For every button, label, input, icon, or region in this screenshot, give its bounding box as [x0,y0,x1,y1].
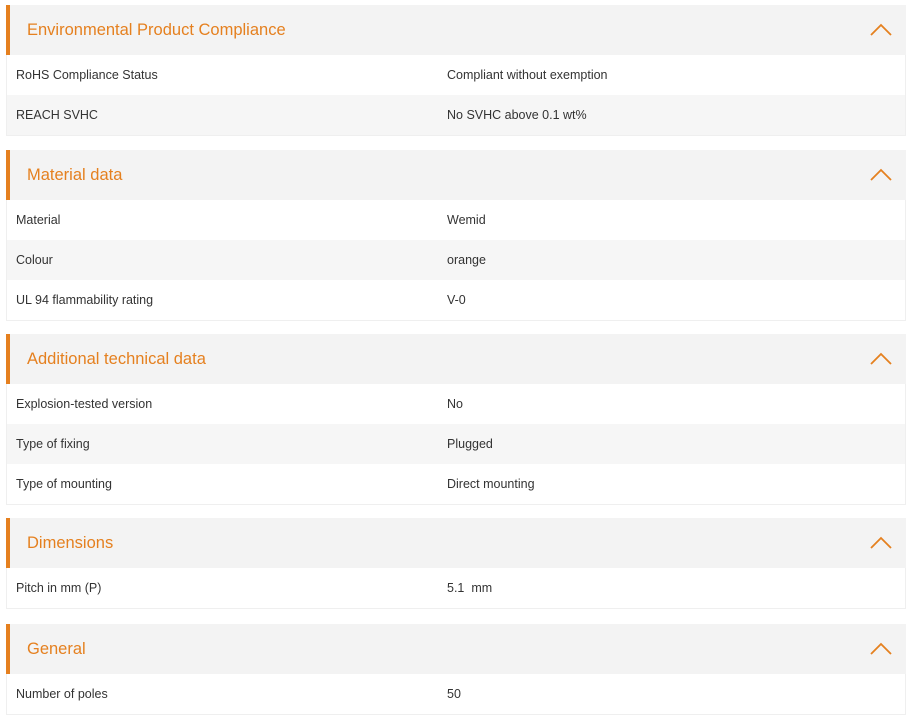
table-row [7,200,905,240]
chevron-up-icon[interactable] [869,639,893,659]
section-material-data [6,150,906,321]
row-label: Material [16,213,61,227]
table-row [7,384,905,424]
section-title: General [27,640,86,658]
row-value: 50 [447,687,461,701]
row-value: orange [447,253,486,267]
section-additional-technical-data [6,334,906,505]
section-header[interactable] [6,624,906,674]
row-label: UL 94 flammability rating [16,293,154,307]
chevron-up-icon[interactable] [869,533,893,553]
section-environmental-compliance [6,5,906,136]
section-rows [6,568,906,609]
table-row [7,95,905,135]
row-value: Compliant without exemption [447,68,608,82]
row-value: No [447,397,463,411]
section-header[interactable] [6,5,906,55]
section-title: Environmental Product Compliance [27,21,286,39]
row-value: Direct mounting [447,477,535,491]
section-rows [6,200,906,321]
section-dimensions [6,518,906,609]
row-value: 5.1 mm [447,581,493,595]
row-label: RoHS Compliance Status [16,68,158,82]
row-value: Plugged [447,437,493,451]
section-rows [6,55,906,136]
table-row [7,240,905,280]
table-row [7,424,905,464]
section-header[interactable] [6,334,906,384]
row-label: Type of fixing [16,437,90,451]
row-label: Pitch in mm (P) [16,581,102,595]
table-row [7,464,905,504]
row-label: Colour [16,253,53,267]
section-title: Dimensions [27,534,114,552]
chevron-up-icon[interactable] [869,349,893,369]
section-header[interactable] [6,150,906,200]
table-row [7,568,905,608]
section-title: Additional technical data [27,350,206,368]
row-value: V-0 [447,293,466,307]
row-value: No SVHC above 0.1 wt% [447,108,587,122]
row-label: Explosion-tested version [16,397,153,411]
table-row [7,280,905,320]
row-label: Type of mounting [16,477,112,491]
table-row [7,55,905,95]
chevron-up-icon[interactable] [869,165,893,185]
row-label: REACH SVHC [16,108,98,122]
table-row [7,674,905,714]
section-rows [6,674,906,715]
row-label: Number of poles [16,687,108,701]
section-header[interactable] [6,518,906,568]
row-value: Wemid [447,213,486,227]
chevron-up-icon[interactable] [869,20,893,40]
section-rows [6,384,906,505]
section-title: Material data [27,166,123,184]
section-general [6,624,906,715]
